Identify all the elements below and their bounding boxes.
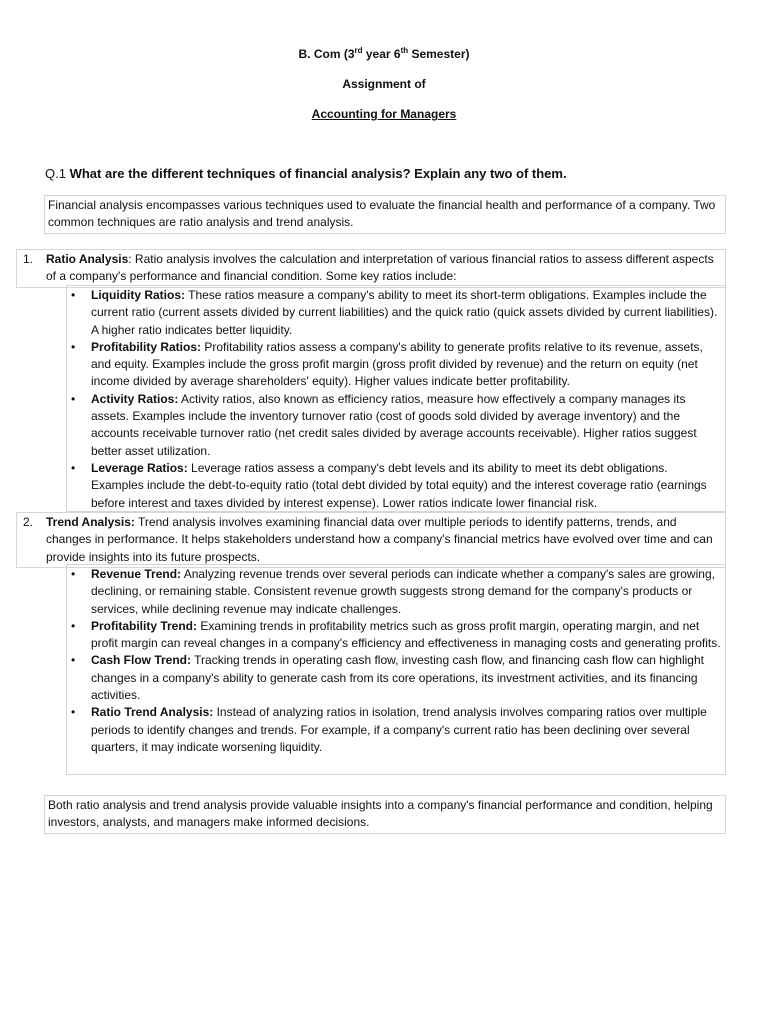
bullet-icon: • xyxy=(71,705,76,720)
question-heading xyxy=(45,165,567,182)
subject-heading xyxy=(0,106,768,123)
list-item: • Ratio Trend Analysis: Instead of analyzing ratios in isolation, trend analysis involves comparing ratios over multiple periods to identify changes and trends. For example, if a company's current ratio has been declining over several quarters, it may indicate worsening liquidity. xyxy=(71,705,707,754)
bullet-icon: • xyxy=(71,460,76,475)
list-item: • Leverage Ratios: Leverage ratios assess a company's debt levels and its ability to meet its debt obligations. Examples include the debt-to-equity ratio (total debt divided by total equity) and the interest coverage ratio (earnings before interest and taxes divided by interest expense). Lower ratios indicate lower financial risk. xyxy=(71,460,707,510)
list-number: 1. xyxy=(23,252,34,266)
bullet-icon: • xyxy=(71,288,76,302)
list-item: • Revenue Trend: Analyzing revenue trends over several periods can indicate whether a company's sales are growing, declining, or remaining stable. Consistent revenue growth suggests strong demand for the company's products or services, while declining revenue may indicate challenges. xyxy=(71,567,715,616)
section-trend-analysis xyxy=(16,512,726,568)
list-item: • Cash Flow Trend: Tracking trends in operating cash flow, investing cash flow, and financing cash flow can highlight changes in a company's ability to generate cash from its core operations, its investment activities, and its financing activities. xyxy=(71,653,704,703)
section-ratio-analysis: 1. Ratio Analysis: Ratio analysis involves the calculation and interpretation of various financial ratios to assess different aspects of a company's performance and financial condition. Some key ratios include: xyxy=(16,249,726,288)
list-item: • Profitability Ratios: Profitability ratios assess a company's ability to generate profits relative to its revenue, assets, and equity. Examples include the gross profit margin (gross profit divided by revenue) and the return on equity (net income divided by average shareholders' equity). Higher values indicate better profitability. xyxy=(71,339,703,389)
section-title: Trend Analysis: xyxy=(46,515,135,529)
section-text: Ratio analysis involves the calculation and interpretation of various financial ratios to assess different aspects of a company's performance and financial condition. Some key ratios include: xyxy=(46,252,714,284)
bullet-icon: • xyxy=(71,339,76,354)
trend-bullet-list xyxy=(66,564,726,775)
list-item: • Activity Ratios: Activity ratios, also known as efficiency ratios, measure how effectively a company manages its assets. Examples include the inventory turnover ratio (cost of goods sold divided by average inventory) and the accounts receivable turnover ratio (net credit sales divided by average accounts receivable). Higher ratios suggest better asset utilization. xyxy=(71,391,697,458)
assignment-heading: Assignment of xyxy=(342,77,426,91)
section-title: Ratio Analysis xyxy=(46,252,129,266)
bullet-icon: • xyxy=(71,653,76,668)
bullet-icon: • xyxy=(71,567,76,581)
bullet-icon: • xyxy=(71,391,76,406)
subject-title: Accounting for Managers xyxy=(311,107,457,121)
list-number: 2. xyxy=(23,515,34,529)
question-text: What are the different techniques of financial analysis? Explain any two of them. xyxy=(65,166,567,181)
ratio-bullet-list xyxy=(66,285,726,512)
list-item: • Profitability Trend: Examining trends in profitability metrics such as gross profit margin, operating margin, and net profit margin can reveal changes in a company's efficiency and effectiveness in managing costs and generating profits. xyxy=(71,618,721,651)
list-item: • Liquidity Ratios: These ratios measure a company's ability to meet its short-term obligations. Examples include the current ratio (current assets divided by current liabilities) and the quick ratio (quick assets divided by current liabilities). A higher ratio indicates better liquidity. xyxy=(71,288,718,337)
conclusion-paragraph: Both ratio analysis and trend analysis provide valuable insights into a company's financial performance and condition, helping investors, analysts, and managers make informed decisions. xyxy=(44,795,726,834)
intro-paragraph: Financial analysis encompasses various techniques used to evaluate the financial health and performance of a company. Two common techniques are ratio analysis and trend analysis. xyxy=(44,195,726,234)
section-text: Trend analysis involves examining financial data over multiple periods to identify patterns, trends, and changes in performance. It helps stakeholders understand how a company's financial metrics have evolved over time and can provide insights into its future prospects. xyxy=(46,515,713,564)
question-label: Q.1 xyxy=(45,166,66,181)
course-heading: B. Com (3rd year 6th Semester) xyxy=(298,46,470,61)
bullet-icon: • xyxy=(71,618,76,633)
